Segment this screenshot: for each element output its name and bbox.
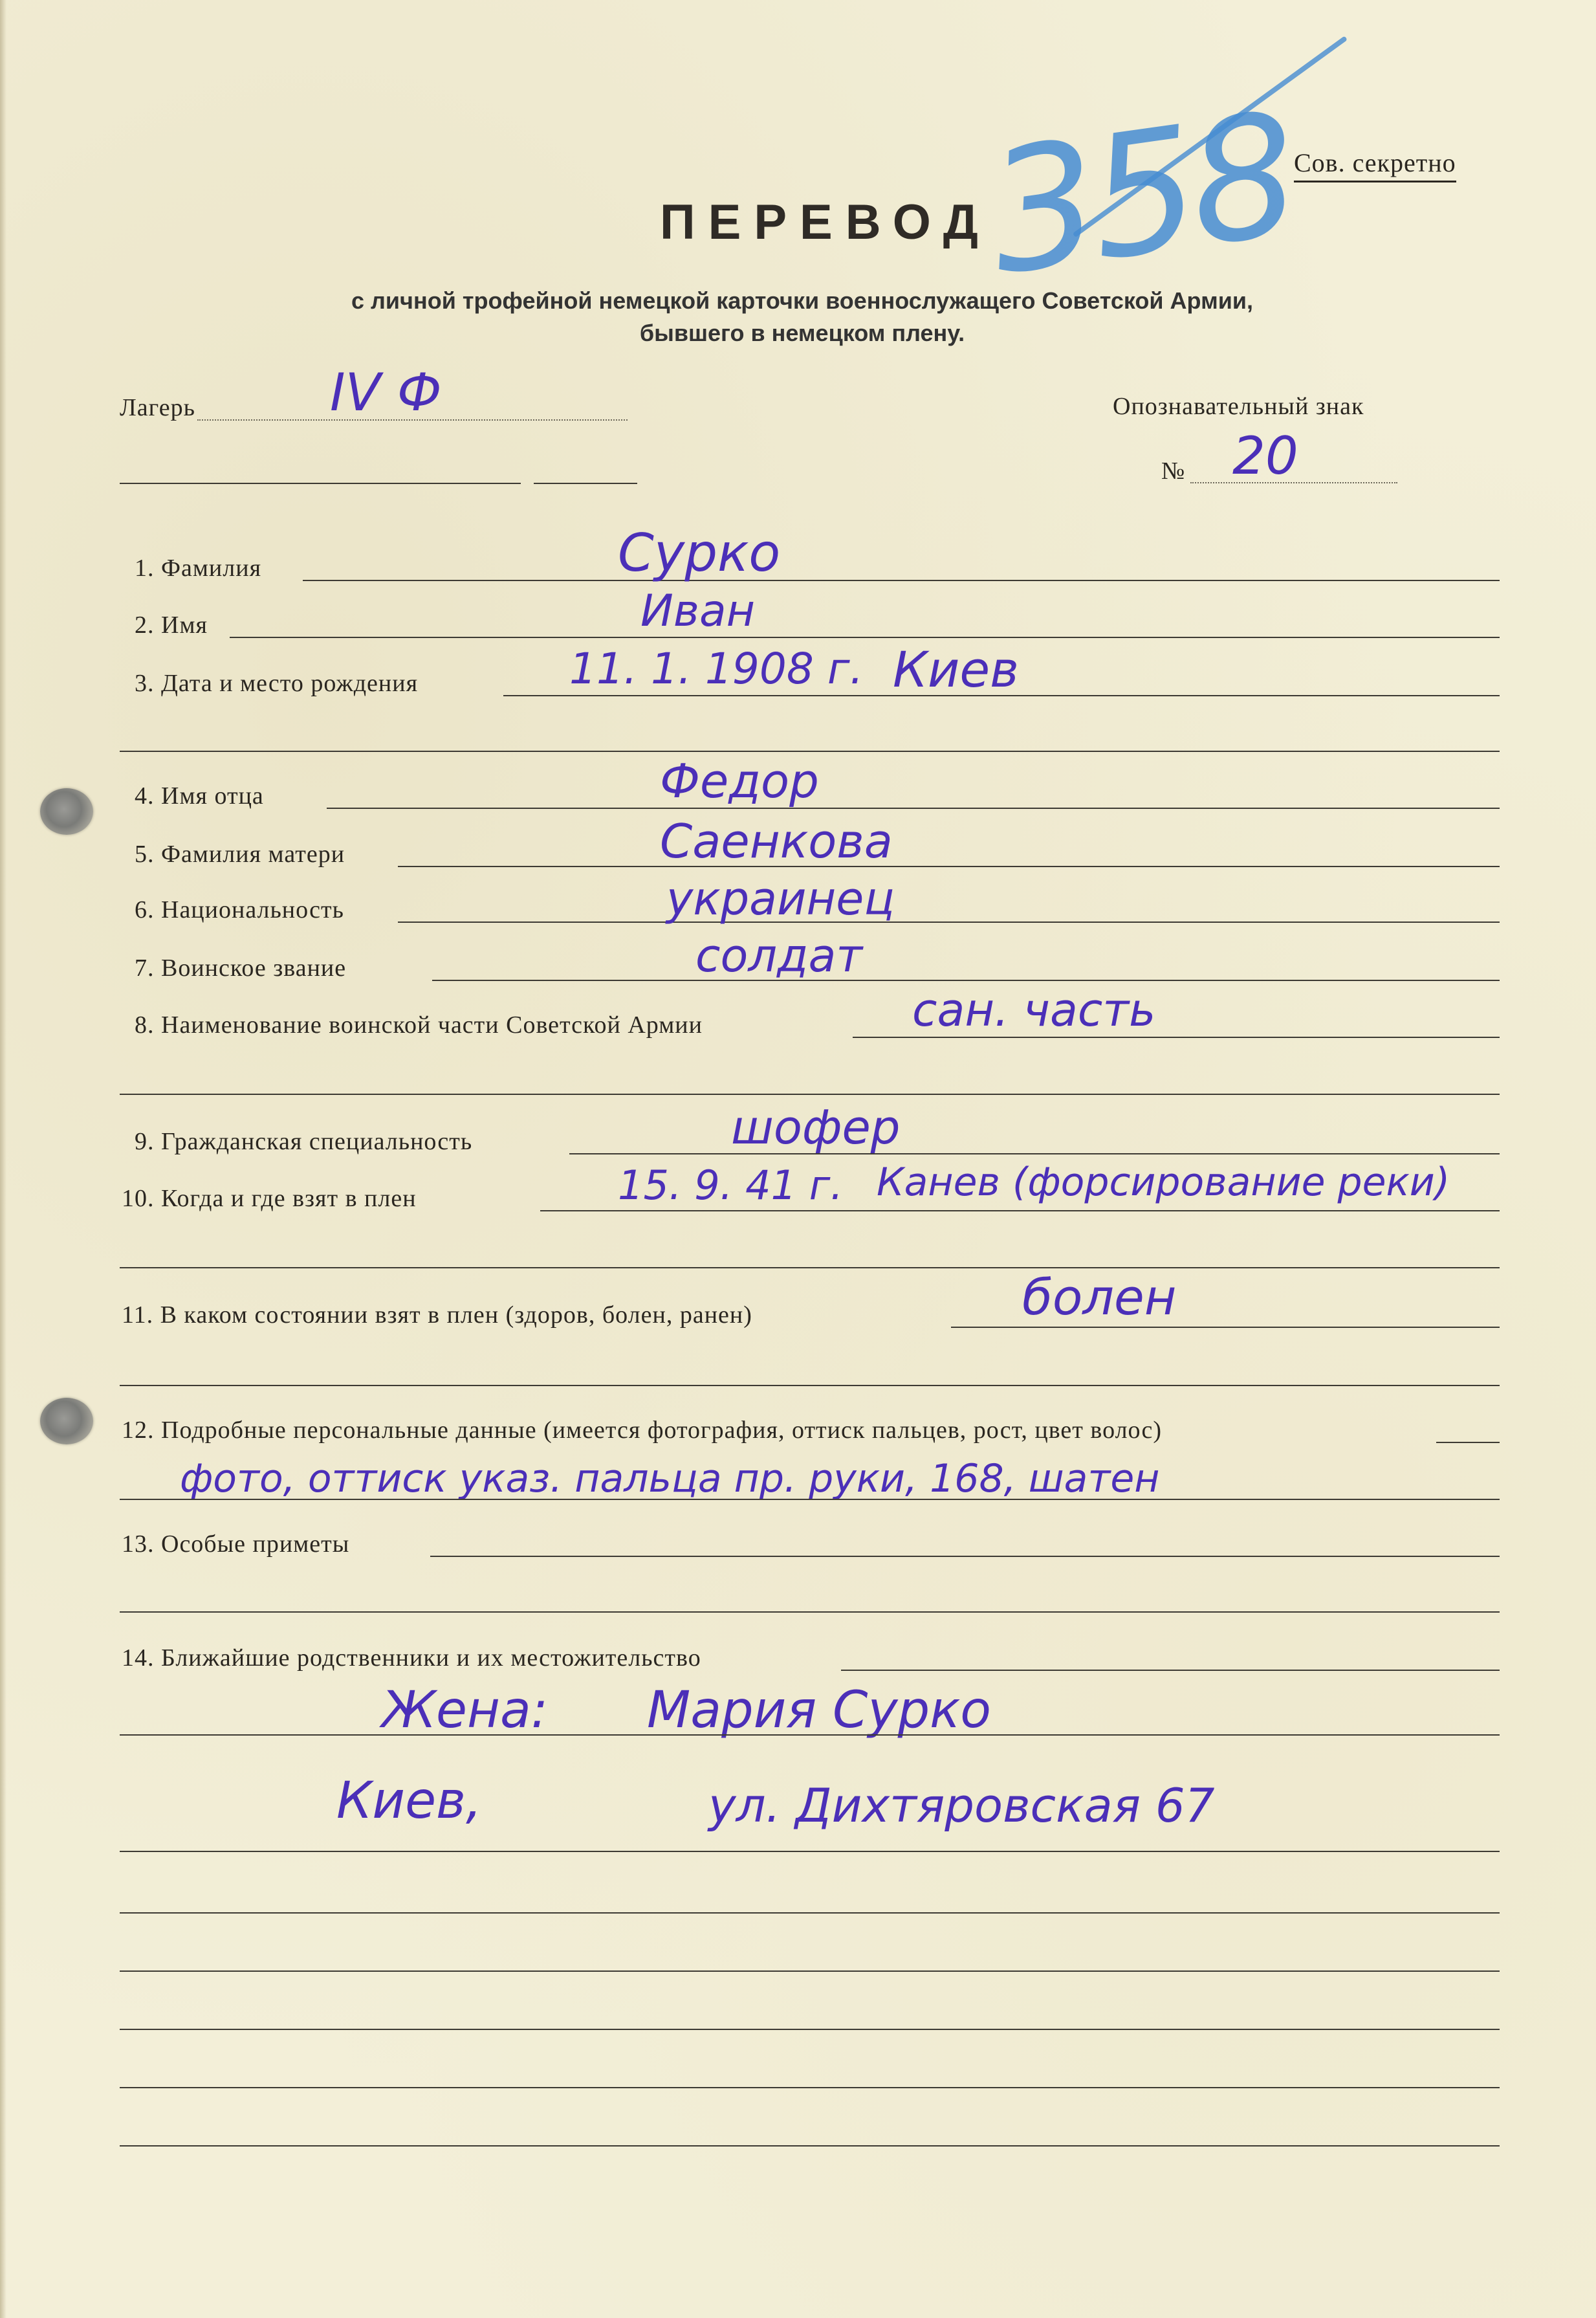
field-personal-data-line-2 bbox=[120, 1499, 1500, 1500]
field-father-label: 4. Имя отца bbox=[135, 782, 264, 810]
field-mother-surname-value: Саенкова bbox=[660, 814, 893, 868]
camp-label: Лагерь bbox=[120, 394, 195, 421]
field-first-name-line bbox=[230, 637, 1500, 638]
field-condition-line bbox=[951, 1327, 1500, 1328]
subtitle-line-2: бывшего в немецком плену. bbox=[639, 320, 965, 346]
field-father-line bbox=[327, 808, 1500, 809]
blank-line-5 bbox=[120, 2145, 1500, 2147]
camp-extra-line-b bbox=[534, 483, 637, 484]
field-rank-line bbox=[432, 980, 1500, 981]
id-tag-number-prefix: № bbox=[1161, 458, 1186, 485]
field-relatives-value-2b: ул. Дихтяровская 67 bbox=[708, 1778, 1215, 1833]
id-tag-value: 20 bbox=[1232, 426, 1298, 486]
document-subtitle bbox=[194, 285, 1410, 349]
archive-number-handwritten: 358 bbox=[978, 77, 1304, 313]
field-captured-line bbox=[540, 1210, 1500, 1211]
blank-line-4 bbox=[120, 2087, 1500, 2088]
blank-line-1 bbox=[120, 1912, 1500, 1914]
camp-extra-line-a bbox=[120, 483, 521, 484]
field-surname-value: Сурко bbox=[618, 523, 781, 583]
field-father-value: Федор bbox=[660, 754, 819, 808]
field-personal-data-line bbox=[1436, 1442, 1500, 1443]
field-profession-value: шофер bbox=[731, 1100, 901, 1154]
subtitle-line-1: с личной трофейной немецкой карточки военнослужащего Советской Армии, bbox=[351, 287, 1253, 314]
field-condition-value: болен bbox=[1022, 1268, 1177, 1326]
field-captured-date: 15. 9. 41 г. bbox=[618, 1162, 844, 1209]
field-surname-label: 1. Фамилия bbox=[135, 555, 262, 582]
field-relatives-label: 14. Ближайшие родственники и их местожительство bbox=[122, 1644, 701, 1672]
field-profession-label: 9. Гражданская специальность bbox=[135, 1128, 473, 1155]
field-captured-label: 10. Когда и где взят в плен bbox=[122, 1185, 417, 1212]
id-tag-label: Опознавательный знак bbox=[1113, 393, 1364, 420]
field-relatives-value-1b: Мария Сурко bbox=[647, 1681, 991, 1739]
field-captured-line-2 bbox=[120, 1267, 1500, 1268]
field-relatives-value-2a: Киев, bbox=[336, 1772, 482, 1830]
field-condition-label: 11. В каком состоянии взят в плен (здоров, болен, ранен) bbox=[122, 1301, 752, 1329]
field-relatives-value-1a: Жена: bbox=[382, 1681, 549, 1739]
field-first-name-label: 2. Имя bbox=[135, 612, 208, 639]
field-unit-line-2 bbox=[120, 1094, 1500, 1095]
field-condition-line-2 bbox=[120, 1385, 1500, 1386]
field-features-line-2 bbox=[120, 1611, 1500, 1613]
field-birth-date: 11. 1. 1908 г. bbox=[569, 644, 864, 694]
field-nationality-value: украинец bbox=[666, 872, 895, 925]
field-relatives-line-3 bbox=[120, 1851, 1500, 1852]
field-first-name-value: Иван bbox=[640, 586, 756, 637]
field-personal-data-label: 12. Подробные персональные данные (имеется фотография, оттиск пальцев, рост, цвет волос) bbox=[122, 1417, 1162, 1444]
classification-mark: Сов. секретно bbox=[1294, 148, 1456, 182]
field-unit-line bbox=[853, 1037, 1500, 1038]
field-relatives-line bbox=[841, 1670, 1500, 1671]
field-nationality-label: 6. Национальность bbox=[135, 896, 344, 923]
field-captured-place: Канев (форсирование реки) bbox=[877, 1160, 1450, 1205]
field-rank-value: солдат bbox=[695, 929, 863, 982]
punch-hole-lower bbox=[40, 1398, 93, 1444]
document-title: ПЕРЕВОД bbox=[660, 195, 991, 250]
field-unit-value: сан. часть bbox=[912, 984, 1156, 1037]
camp-value: IV Ф bbox=[330, 362, 442, 423]
field-surname-line bbox=[303, 580, 1500, 581]
blank-line-2 bbox=[120, 1970, 1500, 1972]
field-personal-data-value: фото, оттиск указ. пальца пр. руки, 168, шатен bbox=[180, 1456, 1160, 1501]
field-mother-surname-line bbox=[398, 866, 1500, 867]
field-profession-line bbox=[569, 1153, 1500, 1154]
punch-hole-upper bbox=[40, 788, 93, 835]
field-birth-label: 3. Дата и место рождения bbox=[135, 670, 419, 697]
field-birth-line-2 bbox=[120, 751, 1500, 752]
field-rank-label: 7. Воинское звание bbox=[135, 955, 347, 982]
field-unit-label: 8. Наименование воинской части Советской Армии bbox=[135, 1011, 703, 1039]
paper-edge bbox=[0, 0, 6, 2318]
field-features-line bbox=[430, 1556, 1500, 1557]
field-mother-surname-label: 5. Фамилия матери bbox=[135, 841, 345, 868]
blank-line-3 bbox=[120, 2029, 1500, 2030]
field-nationality-line bbox=[398, 922, 1500, 923]
field-birth-place: Киев bbox=[893, 641, 1019, 698]
field-relatives-line-2 bbox=[120, 1734, 1500, 1736]
field-features-label: 13. Особые приметы bbox=[122, 1530, 350, 1558]
